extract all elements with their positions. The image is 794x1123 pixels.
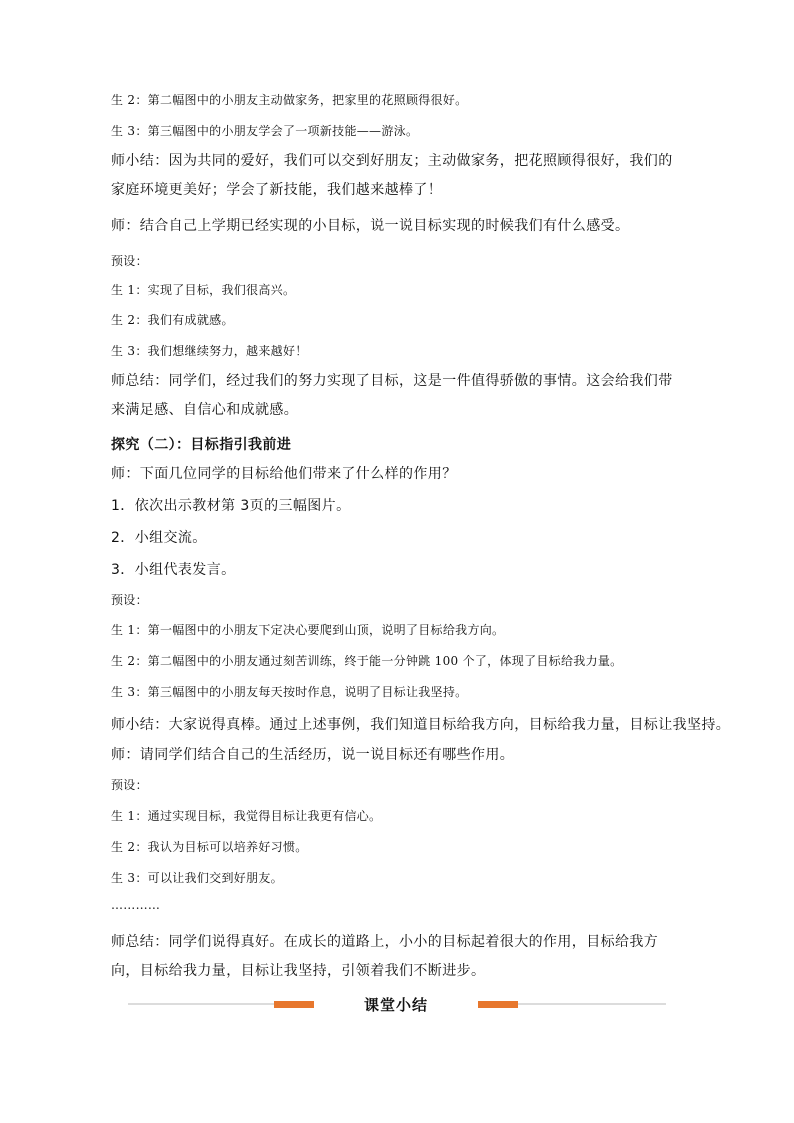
- heading-accent-left: [274, 1001, 314, 1008]
- text-line: 生 3：第三幅图中的小朋友学会了一项新技能——游泳。: [111, 124, 419, 138]
- text-line: 师：请同学们结合自己的生活经历，说一说目标还有哪些作用。: [111, 747, 515, 763]
- heading-divider-right: [518, 1003, 666, 1005]
- text-line: 预设：: [111, 593, 148, 607]
- text-line: 生 2：我们有成就感。: [111, 313, 234, 327]
- text-line: 生 1：通过实现目标，我觉得目标让我更有信心。: [111, 809, 382, 823]
- text-line: 师：结合自己上学期已经实现的小目标，说一说目标实现的时候我们有什么感受。: [111, 218, 630, 234]
- list-item: 2．小组交流。: [111, 530, 207, 546]
- text-line: 生 1：实现了目标，我们很高兴。: [111, 283, 296, 297]
- section-heading: 课堂小结: [364, 996, 429, 1014]
- text-line: 预设：: [111, 778, 148, 792]
- text-line: 预设：: [111, 254, 148, 268]
- text-line: 生 2：我认为目标可以培养好习惯。: [111, 840, 308, 854]
- text-line: 生 1：第一幅图中的小朋友下定决心要爬到山顶，说明了目标给我方向。: [111, 623, 505, 637]
- heading-accent-right: [478, 1001, 518, 1008]
- text-line: 生 3：第三幅图中的小朋友每天按时作息，说明了目标让我坚持。: [111, 685, 468, 699]
- text-line: 师：下面几位同学的目标给他们带来了什么样的作用？: [111, 466, 457, 482]
- list-item: 3．小组代表发言。: [111, 562, 236, 578]
- text-paragraph: 师总结：同学们，经过我们的努力实现了目标，这是一件值得骄傲的事情。这会给我们带来满足感、自信心和成就感。: [111, 373, 673, 418]
- section-subheading: 探究（二）：目标指引我前进: [111, 437, 292, 453]
- text-paragraph: 师总结：同学们说得真好。在成长的道路上，小小的目标起着很大的作用，目标给我方向，目标给我力量，目标让我坚持，引领着我们不断进步。: [111, 934, 659, 979]
- text-line: 师小结：大家说得真棒。通过上述事例，我们知道目标给我方向，目标给我力量，目标让我坚持。: [111, 717, 731, 733]
- ellipsis-line: …………: [111, 898, 161, 912]
- text-line: 生 2：第二幅图中的小朋友主动做家务，把家里的花照顾得很好。: [111, 93, 468, 107]
- text-line: 生 2：第二幅图中的小朋友通过刻苦训练，终于能一分钟跳 100 个了，体现了目标给我力量。: [111, 654, 623, 668]
- text-line: 生 3：可以让我们交到好朋友。: [111, 871, 283, 885]
- text-line: 生 3：我们想继续努力，越来越好！: [111, 344, 308, 358]
- heading-divider-left: [128, 1003, 274, 1005]
- text-paragraph: 师小结：因为共同的爱好，我们可以交到好朋友；主动做家务，把花照顾得很好，我们的家庭环境更美好；学会了新技能，我们越来越棒了！: [111, 153, 673, 198]
- list-item: 1．依次出示教材第 3页的三幅图片。: [111, 498, 351, 514]
